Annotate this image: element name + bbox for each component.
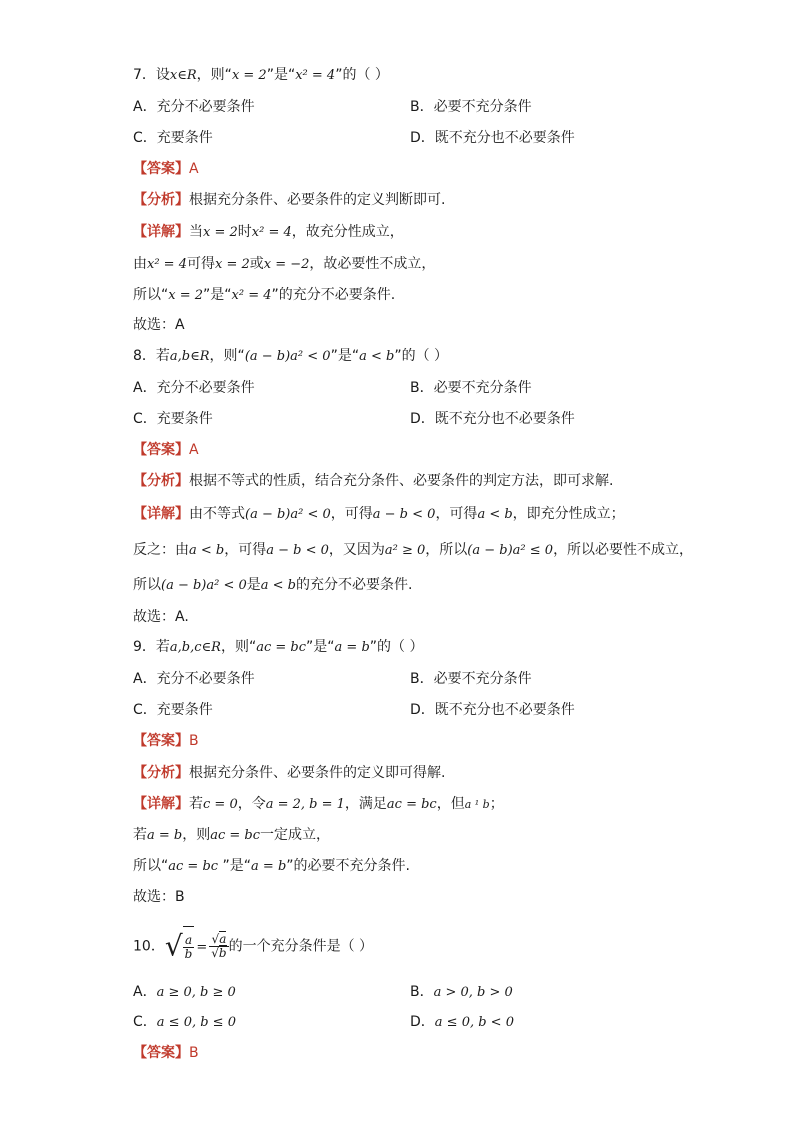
math-q: a = b	[334, 640, 370, 655]
text: 或	[249, 256, 264, 272]
choice-text: 故选：B	[133, 889, 185, 905]
text: 反之：由	[133, 542, 189, 558]
text: 若	[133, 827, 147, 843]
text: ，又因为	[328, 542, 385, 558]
text: ，所以必要性不成立，	[553, 542, 694, 558]
option-a: A．充分不必要条件	[133, 380, 255, 396]
text: 所以“	[133, 858, 169, 874]
root-fraction	[209, 933, 228, 960]
text: 若	[189, 796, 203, 812]
question-number: 10．	[133, 938, 165, 955]
detail-tag: 【详解】	[133, 506, 189, 522]
math: a − b < 0	[266, 543, 329, 558]
fraction-numerator: a	[183, 934, 195, 948]
detail-line-2	[133, 541, 693, 559]
text: 由不等式	[189, 506, 245, 522]
text: 时	[237, 224, 252, 240]
math-q: x² = 4	[295, 68, 336, 83]
detail-line-3	[133, 286, 395, 304]
math: a = 2, b = 1	[265, 797, 345, 812]
equals-sign: =	[196, 939, 208, 955]
option-math: a ≤ 0, b ≤ 0	[156, 1015, 236, 1030]
stem-text: ”的（ ）	[335, 67, 389, 83]
stem-text: ”是“	[330, 348, 360, 364]
option-math: a > 0, b > 0	[433, 985, 513, 1000]
sqrt-fraction	[165, 926, 195, 967]
text: ”的必要不充分条件.	[286, 858, 410, 874]
math: x² = 4	[231, 288, 272, 303]
root-denominator-value: b	[218, 946, 227, 960]
option-a: A．充分不必要条件	[133, 671, 255, 687]
text: ，即充分性成立；	[512, 506, 625, 522]
analysis-text: 根据不等式的性质，结合充分条件、必要条件的判定方法，即可求解.	[189, 473, 614, 489]
option-d	[410, 1013, 514, 1032]
math: a − b < 0	[372, 507, 436, 522]
text: 是	[246, 577, 261, 593]
math: a² ≥ 0	[384, 543, 426, 558]
math: ac = bc	[386, 797, 437, 812]
option-label: A．	[133, 984, 157, 1000]
math-p: ac = bc	[256, 640, 307, 655]
option-c: C．充要条件	[133, 130, 213, 146]
question-8-stem	[133, 347, 448, 365]
analysis-line	[133, 472, 613, 490]
text: ”的充分不必要条件.	[271, 287, 396, 303]
analysis-tag: 【分析】	[133, 192, 189, 208]
stem-text: ”是“	[306, 639, 335, 655]
option-b: B．必要不充分条件	[410, 671, 532, 687]
text: ，则	[182, 827, 211, 843]
answer-tag: 【答案】	[133, 1045, 189, 1061]
question-9-stem	[133, 638, 423, 656]
option-b: B．必要不充分条件	[410, 99, 532, 115]
text: ，所以	[425, 542, 468, 558]
text: ”是“	[218, 858, 252, 874]
math-condition: x∈R	[169, 68, 197, 83]
detail-tag: 【详解】	[133, 796, 189, 812]
root-numerator-value: a	[219, 932, 227, 946]
math: x² = 4	[251, 225, 292, 240]
root-numerator: √a	[209, 933, 228, 947]
stem-text: ，则“	[209, 348, 245, 364]
math: x = 2	[168, 288, 204, 303]
option-a	[133, 983, 236, 1002]
math: ac = bc	[210, 828, 261, 843]
text: 由	[133, 256, 147, 272]
option-c: C．充要条件	[133, 411, 213, 427]
detail-line-3	[133, 576, 412, 594]
detail-line-1	[133, 505, 625, 523]
stem-text: 的一个充分条件是（ ）	[228, 938, 374, 955]
answer-line	[133, 732, 199, 750]
answer-value: B	[189, 1045, 199, 1061]
question-number: 8．若	[133, 348, 170, 364]
analysis-line	[133, 764, 445, 782]
option-math: a ≥ 0, b ≥ 0	[156, 985, 236, 1000]
question-7-stem	[133, 66, 389, 84]
answer-value: A	[189, 442, 199, 458]
answer-tag: 【答案】	[133, 733, 189, 749]
fraction	[183, 934, 195, 961]
math: a = b	[251, 859, 287, 874]
math: x² = 4	[147, 257, 187, 272]
analysis-text: 根据充分条件、必要条件的定义即可得解.	[189, 765, 446, 781]
choice-text: 故选：A.	[133, 609, 189, 625]
option-label: C．	[133, 1014, 157, 1030]
option-label: B．	[410, 984, 434, 1000]
text: 一定成立，	[260, 827, 331, 843]
analysis-tag: 【分析】	[133, 765, 189, 781]
text: ，可得	[435, 506, 478, 522]
text: ，令	[237, 796, 266, 812]
math: a ¹ b	[464, 798, 490, 811]
option-b	[410, 983, 513, 1002]
answer-value: B	[189, 733, 199, 749]
math: a < b	[189, 543, 225, 558]
text: 的充分不必要条件.	[296, 577, 413, 593]
option-label: D．	[410, 1014, 435, 1030]
answer-line	[133, 1044, 199, 1062]
analysis-tag: 【分析】	[133, 473, 189, 489]
detail-line-3	[133, 857, 410, 875]
question-number: 7．设	[133, 67, 170, 83]
math-condition: a,b,c∈R	[169, 640, 221, 655]
choice-line	[133, 316, 185, 334]
text: ”是“	[203, 287, 232, 303]
option-b: B．必要不充分条件	[410, 380, 532, 396]
text: 所以	[133, 577, 161, 593]
option-d: D．既不充分也不必要条件	[410, 130, 575, 146]
stem-text: ”的（ ）	[394, 348, 449, 364]
choice-text: 故选：A	[133, 317, 185, 333]
choice-line	[133, 888, 185, 906]
fraction-denominator: b	[184, 946, 193, 961]
detail-tag: 【详解】	[133, 224, 189, 240]
math-condition: a,b∈R	[169, 349, 210, 364]
answer-line	[133, 160, 199, 178]
detail-line-1	[133, 223, 404, 241]
question-number: 9．若	[133, 639, 170, 655]
answer-tag: 【答案】	[133, 442, 189, 458]
math: x = 2	[203, 225, 238, 240]
option-d: D．既不充分也不必要条件	[410, 411, 575, 427]
stem-text: ”是“	[266, 67, 296, 83]
math: x = 2	[214, 257, 250, 272]
text: ，故必要性不成立，	[309, 256, 436, 272]
math: (a − b)a² < 0	[161, 578, 247, 593]
option-c: C．充要条件	[133, 702, 213, 718]
detail-line-2	[133, 255, 435, 273]
root-denominator: √b	[211, 946, 227, 960]
text: ，可得	[224, 542, 267, 558]
math: a < b	[260, 578, 296, 593]
math-q: a < b	[359, 349, 395, 364]
stem-text: ，则“	[196, 67, 232, 83]
math-p: (a − b)a² < 0	[244, 349, 331, 364]
math: a = b	[147, 828, 183, 843]
stem-text: ，则“	[220, 639, 257, 655]
math-p: x = 2	[231, 68, 267, 83]
text: 当	[189, 224, 203, 240]
option-math: a ≤ 0, b < 0	[434, 1015, 514, 1030]
math: c = 0	[203, 797, 238, 812]
radical-sign: √	[164, 929, 183, 963]
detail-line-2	[133, 826, 330, 844]
option-d: D．既不充分也不必要条件	[410, 702, 575, 718]
answer-tag: 【答案】	[133, 161, 189, 177]
math: (a − b)a² < 0	[245, 507, 331, 522]
math: ac = bc	[168, 859, 219, 874]
text: ，故充分性成立，	[291, 224, 404, 240]
math: (a − b)a² ≤ 0	[467, 543, 554, 558]
text: ，但	[436, 796, 465, 812]
text: ；	[489, 796, 504, 812]
math: x = −2	[263, 257, 310, 272]
radicand	[183, 926, 195, 967]
question-10-stem	[133, 926, 373, 966]
text: ，可得	[330, 506, 373, 522]
option-a: A．充分不必要条件	[133, 99, 255, 115]
math: a < b	[477, 507, 513, 522]
choice-line	[133, 608, 189, 626]
analysis-text: 根据充分条件、必要条件的定义判断即可.	[189, 192, 446, 208]
stem-text: ”的（ ）	[369, 639, 424, 655]
answer-value: A	[189, 161, 199, 177]
detail-line-1	[133, 795, 504, 813]
text: 所以“	[133, 287, 169, 303]
answer-line	[133, 441, 199, 459]
text: 可得	[186, 256, 215, 272]
analysis-line	[133, 191, 445, 209]
text: ，满足	[344, 796, 387, 812]
option-c	[133, 1013, 236, 1032]
